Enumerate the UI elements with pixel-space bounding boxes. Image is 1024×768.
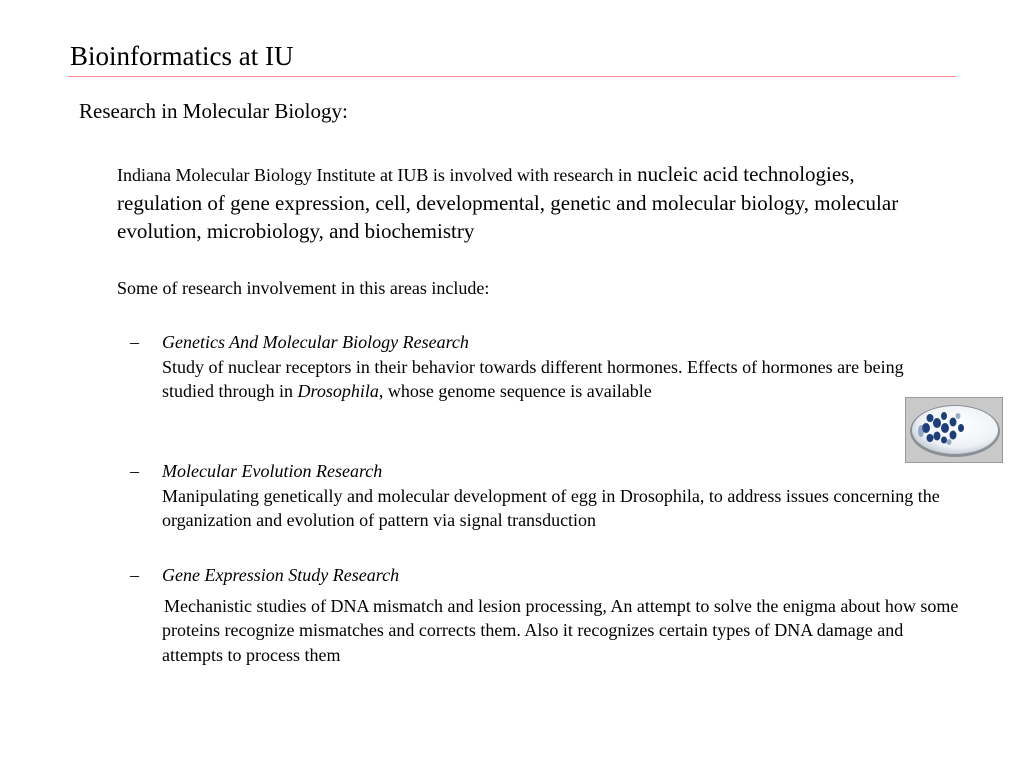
research-item-description: Manipulating genetically and molecular development of egg in Drosophila, to address issues concerning the organization and evolution of pattern via signal transduction [162, 485, 940, 530]
bullet-dash: – [130, 565, 139, 585]
research-item-description [162, 355, 920, 404]
research-item-evolution [130, 459, 960, 533]
research-item-genetics [130, 330, 920, 404]
research-item-heading: Gene Expression Study Research [162, 565, 400, 585]
section-heading: Research in Molecular Biology: [79, 99, 348, 123]
intro-paragraph [117, 160, 917, 245]
research-item-gene-expression [130, 563, 960, 667]
research-involvement-lead: Some of research involvement in this areas include: [117, 278, 490, 298]
slide-title: Bioinformatics at IU [70, 41, 294, 71]
research-item-heading: Genetics And Molecular Biology Research [162, 332, 469, 352]
species-name: Drosophila [297, 381, 379, 401]
intro-text-large: nucleic acid technologies, regulation of gene expression, cell, developmental, genetic and molecular biology, molecular evolution, microbiology, and biochemistry [117, 162, 899, 243]
bullet-dash: – [130, 461, 139, 481]
bullet-dash: – [130, 332, 139, 352]
research-item-description: Mechanistic studies of DNA mismatch and lesion processing, An attempt to solve the enigma about how some proteins recognize mismatches and corrects them. Also it recognizes certain types of DNA damage and attempts to process them [162, 595, 959, 665]
description-text: Study of nuclear receptors in their behavior towards different hormones. Effects of hormones are being studied through in [162, 356, 904, 401]
intro-text-small: Indiana Molecular Biology Institute at IUB is involved with research in [117, 165, 632, 185]
description-text-end: , whose genome sequence is available [378, 381, 652, 401]
research-item-heading: Molecular Evolution Research [162, 461, 383, 481]
embryo-icon [906, 398, 1002, 462]
drosophila-embryo-image [905, 397, 1003, 463]
title-divider [68, 76, 956, 77]
